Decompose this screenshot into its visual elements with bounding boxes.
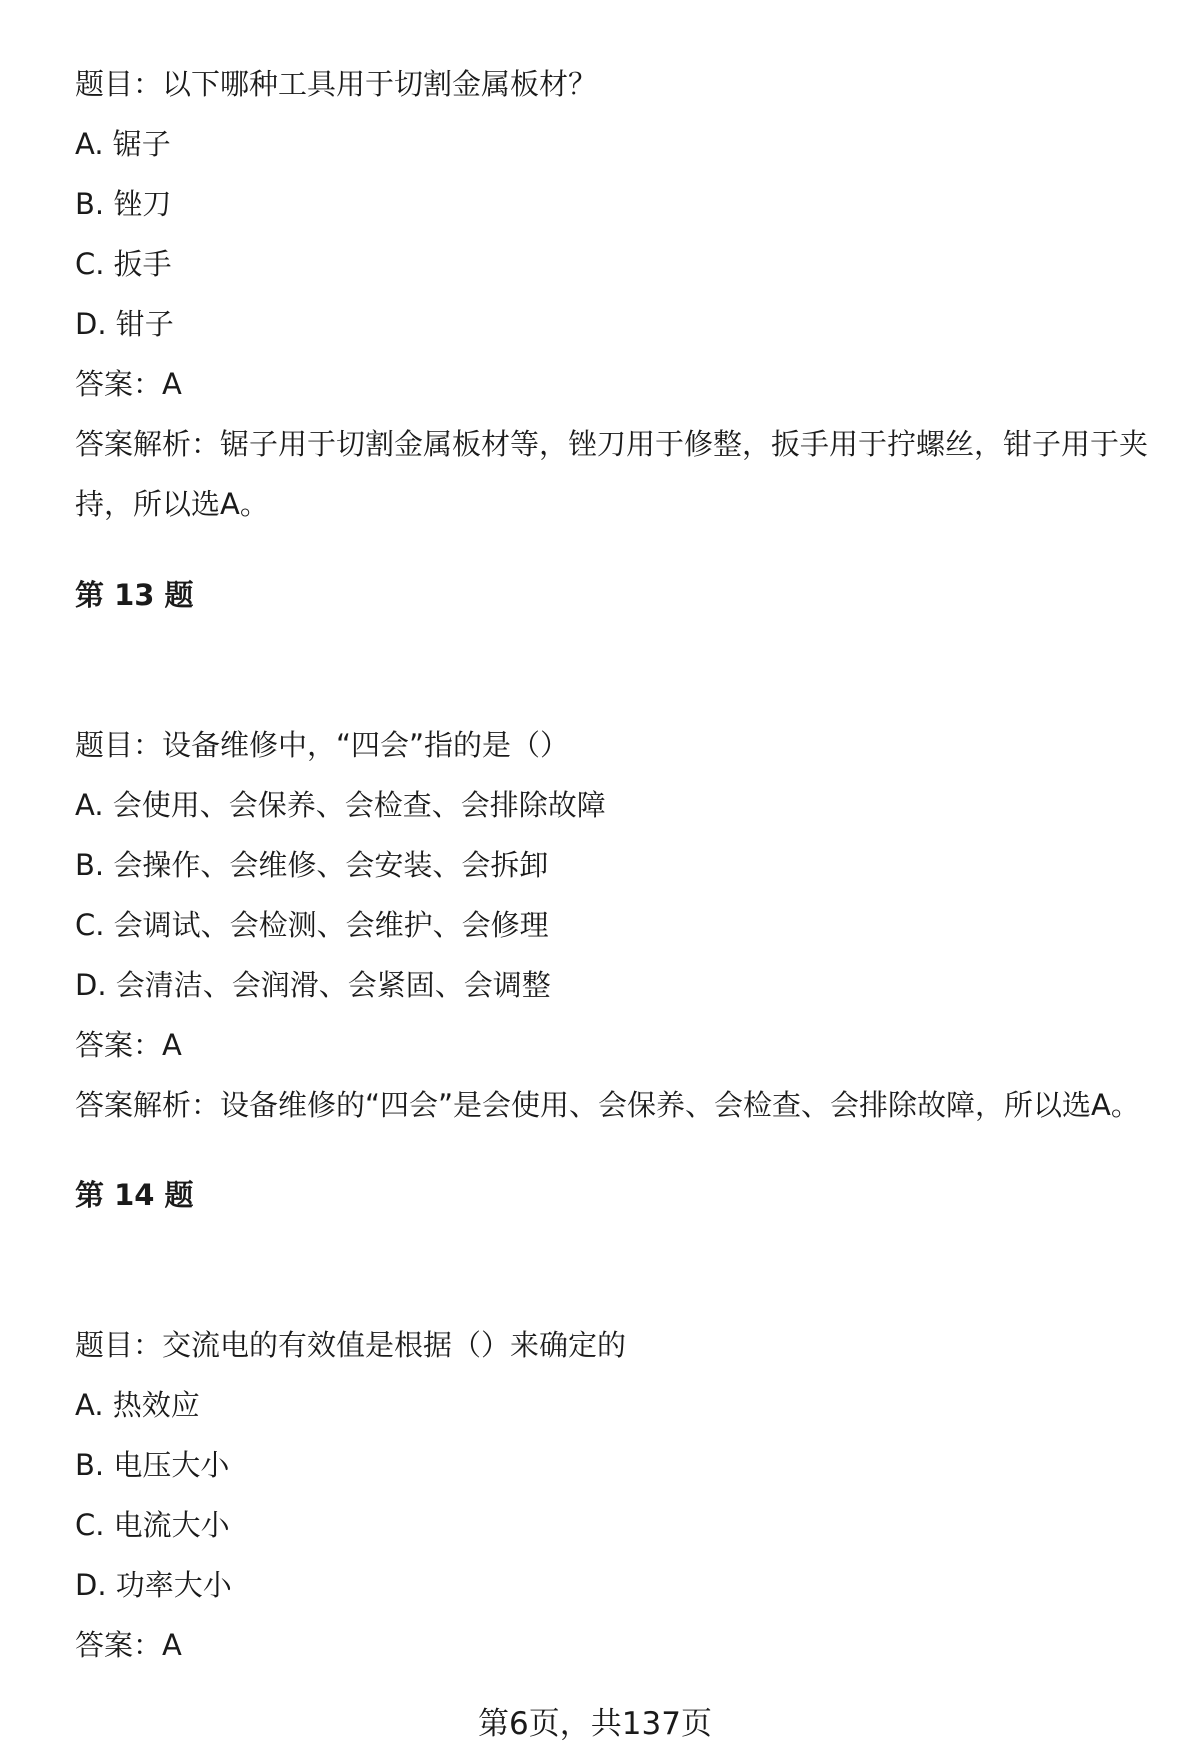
question-12-analysis: 答案解析：锯子用于切割金属板材等，锉刀用于修整，扳手用于拧螺丝，钳子用于夹持，所以选A。 [75,427,1149,521]
question-13-answer: 答案：A [75,1028,182,1062]
question-13-option-d: D. 会清洁、会润滑、会紧固、会调整 [75,968,551,1002]
question-12-option-b: B. 锉刀 [75,187,172,221]
page-number-footer: 第6页，共137页 [478,1706,712,1742]
question-13-heading: 第 13 题 [75,578,194,612]
question-13-option-c: C. 会调试、会检测、会维护、会修理 [75,908,549,942]
question-14-answer: 答案：A [75,1628,182,1662]
question-12-option-a: A. 锯子 [75,127,171,161]
question-14-option-a: A. 热效应 [75,1388,200,1422]
question-14-heading: 第 14 题 [75,1178,194,1212]
question-12-answer: 答案：A [75,367,182,401]
question-12-option-c: C. 扳手 [75,247,172,281]
question-13-option-b: B. 会操作、会维修、会安装、会拆卸 [75,848,549,882]
question-14-option-c: C. 电流大小 [75,1508,230,1542]
question-14-option-b: B. 电压大小 [75,1448,230,1482]
question-13-text: 题目：设备维修中，“四会”指的是（） [75,728,570,762]
question-14-option-d: D. 功率大小 [75,1568,232,1602]
question-12-option-d: D. 钳子 [75,307,174,341]
question-12-text: 题目：以下哪种工具用于切割金属板材？ [75,67,598,101]
question-14-text: 题目：交流电的有效值是根据（）来确定的 [75,1328,627,1362]
question-13-option-a: A. 会使用、会保养、会检查、会排除故障 [75,788,606,822]
question-13-analysis: 答案解析：设备维修的“四会”是会使用、会保养、会检查、会排除故障，所以选A。 [75,1088,1140,1122]
